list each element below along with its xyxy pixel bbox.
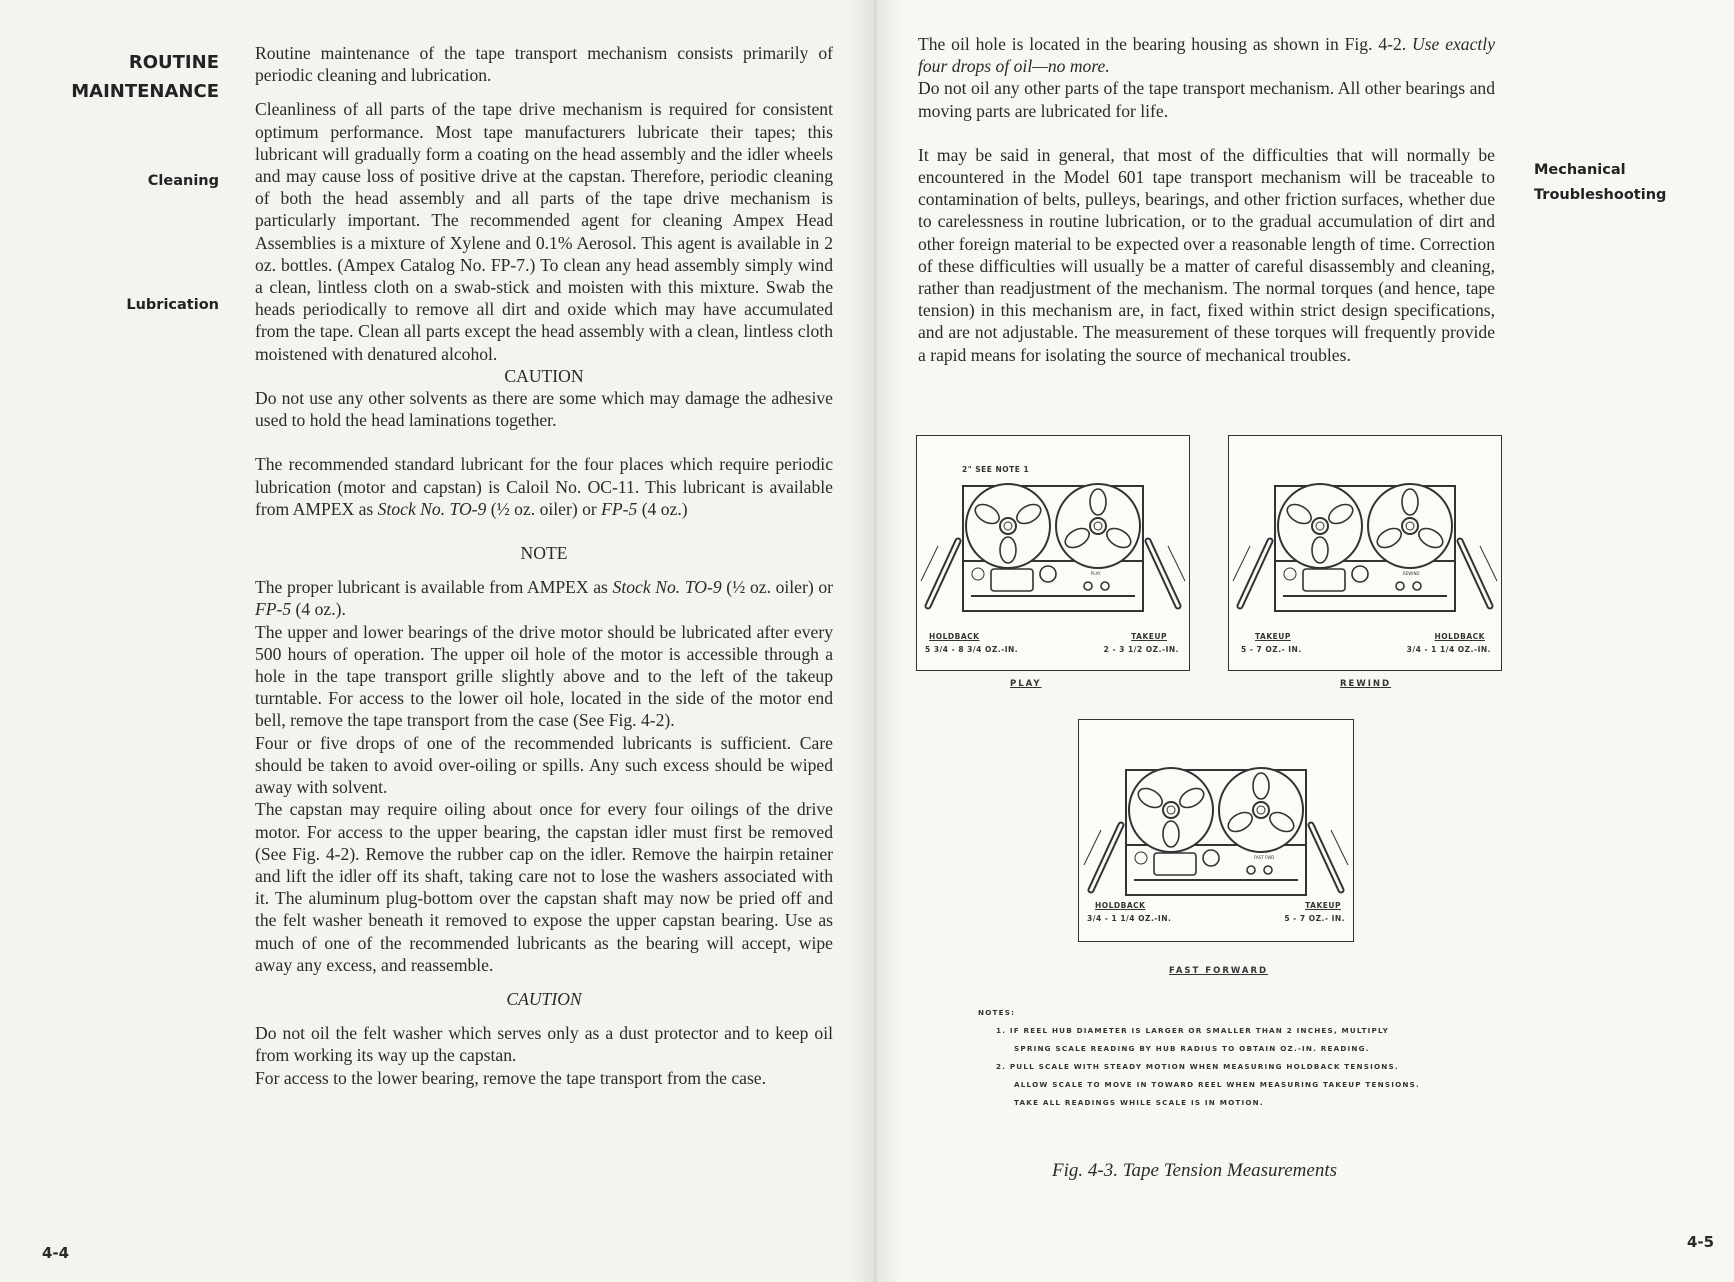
spring-scale-icon xyxy=(1460,541,1490,606)
spring-scale-icon xyxy=(1148,541,1178,606)
arrow-icon xyxy=(1233,546,1250,581)
text: (½ oz. oiler) or xyxy=(486,498,602,519)
paragraph xyxy=(255,542,833,564)
holdback-value: 5 3/4 - 8 3/4 OZ.-IN. xyxy=(925,645,1019,654)
holdback-value: 3/4 - 1 1/4 OZ.-IN. xyxy=(1087,914,1172,923)
holdback-label: HOLDBACK xyxy=(929,632,980,641)
spring-scale-icon xyxy=(1240,541,1270,606)
page-gutter xyxy=(850,0,900,1282)
text: The oil hole is located in the bearing housing as shown in Fig. 4-2. xyxy=(918,34,1412,54)
figure-fast-forward xyxy=(1078,719,1354,942)
spring-scale-icon xyxy=(1091,825,1121,890)
side-heading-lubrication: Lubrication xyxy=(126,297,219,313)
paragraph xyxy=(255,621,833,732)
text: Cleanliness of all parts of the tape drive mechanism is required for consistent optimum performance. Most tape manufacturers lubricate their tapes; this lubricant will gradually form a coating on the head assembly and the idler wheels and may cause loss of positive drive at the capstan. Therefore, periodic cleaning of both the head assembly and all parts of the tape drive mechanism is particularly important. The recommended agent for cleaning Ampex Head Assemblies is a mixture of Xylene and 0.1% Aerosol. This agent is available in 2 oz. bottles. (Ampex Catalog No. FP-7.) To clean any head assembly simply wind a clean, lintless cloth on a swab-stick and moisten with this mixture. Swab the heads periodically to remove all dirt and oxide which may have accumulated from the tape. Clean all parts except the head assembly with a clean, lintless cloth moistened with denatured alcohol. xyxy=(255,99,833,364)
paragraph xyxy=(255,1067,833,1089)
paragraph xyxy=(255,732,833,799)
arrow-icon xyxy=(1084,830,1101,865)
paragraph xyxy=(918,33,1495,77)
italic-text: Stock No. TO-9 xyxy=(612,577,722,598)
paragraph xyxy=(255,365,833,387)
spring-scale-icon xyxy=(928,541,958,606)
text: (½ oz. oiler) or xyxy=(721,577,833,598)
italic-text: FP-5 xyxy=(601,498,638,519)
holdback-label: HOLDBACK xyxy=(1434,632,1485,641)
page-number: 4-4 xyxy=(42,1244,70,1262)
svg-text:REWIND: REWIND xyxy=(1403,571,1420,576)
text: NOTE xyxy=(520,543,568,564)
holdback-label: HOLDBACK xyxy=(1095,901,1146,910)
side-heading-line: Troubleshooting xyxy=(1534,187,1667,203)
reel-icon xyxy=(1219,768,1303,852)
text: The recommended standard lubricant for the four places which require periodic lubrication (motor and capstan) is Caloil No. OC-11. This lubricant is available from AMPEX as xyxy=(255,454,833,519)
paragraph xyxy=(255,42,833,86)
note-callout: 2" SEE NOTE 1 xyxy=(962,465,1030,474)
reel-icon xyxy=(966,484,1050,568)
note-line: 1. IF REEL HUB DIAMETER IS LARGER OR SMALLER THAN 2 INCHES, MULTIPLY xyxy=(996,1026,1390,1035)
text: Four or five drops of one of the recommended lubricants is sufficient. Care should be taken to avoid over-oiling or spills. Any such excess should be wiped away with solvent. xyxy=(255,732,833,798)
side-heading-line: ROUTINE xyxy=(128,52,219,73)
left-body-text xyxy=(255,42,833,1089)
text: The upper and lower bearings of the drive motor should be lubricated after every 500 hours of operation. The upper oil hole of the motor is accessible through a hole in the tape transport grille slightly above and to the left of the takeup turntable. For access to the lower oil hole, located in the side of the motor end bell, remove the tape transport from the case (See Fig. 4-2). xyxy=(255,621,833,731)
text: Do not use any other solvents as there are some which may damage the adhesive used to hold the head laminations together. xyxy=(255,388,833,431)
text: (4 oz.) xyxy=(637,498,688,519)
holdback-value: 3/4 - 1 1/4 OZ.-IN. xyxy=(1406,645,1491,654)
figure-play xyxy=(916,435,1190,671)
note-line: ALLOW SCALE TO MOVE IN TOWARD REEL WHEN MEASURING TAKEUP TENSIONS. xyxy=(1014,1080,1420,1089)
side-heading-line: MAINTENANCE xyxy=(71,81,219,102)
svg-text:FAST FWD: FAST FWD xyxy=(1254,855,1275,860)
takeup-value: 5 - 7 OZ.- IN. xyxy=(1241,645,1302,654)
italic-text: Use exactly four drops of oil—no more. xyxy=(918,34,1495,77)
text: CAUTION xyxy=(504,365,584,386)
text: (4 oz.). xyxy=(291,599,346,620)
takeup-value: 2 - 3 1/2 OZ.-IN. xyxy=(1103,645,1179,654)
text: Do not oil any other parts of the tape transport mechanism. All other bearings and moving parts are lubricated for life. xyxy=(918,78,1495,121)
reel-icon xyxy=(1129,768,1213,852)
text: The capstan may require oiling about once for every four oilings of the drive motor. For access to the upper bearing, the capstan idler must first be removed (See Fig. 4-2). Remove the rubber cap on the idler. Remove the hairpin retainer and lift the idler off its shaft, taking care not to lose the washers associated with it. The aluminum plug-bottom over the capstan shaft may now be pried off and the felt washer beneath it removed to expose the upper capstan bearing. Use as much of one of the recommended lubricants as the bearing will accept, wipe away any excess, and reassemble. xyxy=(255,799,833,975)
spring-scale-icon xyxy=(1311,825,1341,890)
arrow-icon xyxy=(1331,830,1348,865)
paragraph xyxy=(255,576,833,620)
figure-notes xyxy=(978,1004,1420,1112)
text: It may be said in general, that most of the difficulties that will normally be encountered in the Model 601 tape transport mechanism will be traceable to contamination of belts, pulleys, bearings, and other friction surfaces, whether due to carelessness in routine lubrication, or to the gradual accumulation of dirt and other foreign material to be expected over a reasonable length of time. Correction of these difficulties will usually be a matter of careful disassembly and cleaning, rather than readjustment of the mechanism. The normal torques (and hence, tape tension) in this mechanism are, in fact, fixed within strict design specifications, and are not adjustable. The measurement of these torques will frequently provide a rapid means for isolating the source of mechanical troubles. xyxy=(918,144,1495,365)
takeup-label: TAKEUP xyxy=(1131,632,1167,641)
figure-rewind xyxy=(1228,435,1502,671)
figure-title-rewind: REWIND xyxy=(1340,679,1392,689)
arrow-icon xyxy=(1480,546,1497,581)
text: Do not oil the felt washer which serves only as a dust protector and to keep oil from working its way up the capstan. xyxy=(255,1023,833,1066)
takeup-label: TAKEUP xyxy=(1305,901,1341,910)
note-line: TAKE ALL READINGS WHILE SCALE IS IN MOTION. xyxy=(1014,1098,1264,1107)
side-heading-mechanical-troubleshooting xyxy=(1534,158,1666,208)
paragraph xyxy=(255,453,833,520)
side-heading-routine-maintenance xyxy=(71,48,219,106)
takeup-label: TAKEUP xyxy=(1255,632,1291,641)
takeup-value: 5 - 7 OZ.- IN. xyxy=(1284,914,1345,923)
italic-text: FP-5 xyxy=(255,599,292,620)
paragraph xyxy=(255,798,833,976)
reel-icon xyxy=(1278,484,1362,568)
side-heading-cleaning: Cleaning xyxy=(147,173,219,189)
note-line: 2. PULL SCALE WITH STEADY MOTION WHEN MEASURING HOLDBACK TENSIONS. xyxy=(996,1062,1399,1071)
paragraph xyxy=(918,77,1495,121)
text: Routine maintenance of the tape transport mechanism consists primarily of periodic cleaning and lubrication. xyxy=(255,43,833,86)
text: For access to the lower bearing, remove the tape transport from the case. xyxy=(255,1067,767,1088)
paragraph xyxy=(255,387,833,431)
right-body-text xyxy=(918,33,1495,366)
italic-text: Stock No. TO-9 xyxy=(377,498,487,519)
notes-heading: NOTES: xyxy=(978,1008,1016,1017)
reel-icon xyxy=(1368,484,1452,568)
figure-caption: Fig. 4-3. Tape Tension Measurements xyxy=(1052,1160,1337,1181)
note-line: SPRING SCALE READING BY HUB RADIUS TO OBTAIN OZ.-IN. READING. xyxy=(1014,1044,1370,1053)
paragraph xyxy=(255,1022,833,1066)
arrow-icon xyxy=(1168,546,1185,581)
arrow-icon xyxy=(921,546,938,581)
paragraph xyxy=(255,988,833,1010)
figure-title-fast-forward: FAST FORWARD xyxy=(1169,966,1269,976)
text: The proper lubricant is available from AMPEX as xyxy=(255,577,613,598)
figure-title-play: PLAY xyxy=(1010,679,1042,689)
paragraph xyxy=(255,98,833,364)
reel-icon xyxy=(1056,484,1140,568)
italic-text: CAUTION xyxy=(506,988,582,1009)
paragraph xyxy=(918,144,1495,366)
page-number: 4-5 xyxy=(1687,1233,1715,1251)
side-heading-line: Mechanical xyxy=(1534,162,1626,178)
svg-text:PLAY: PLAY xyxy=(1091,571,1101,576)
